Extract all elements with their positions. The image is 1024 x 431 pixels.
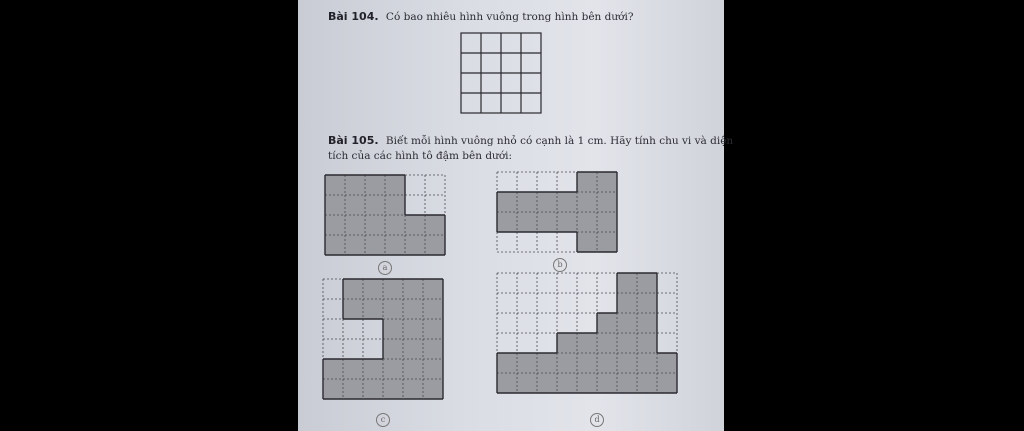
figure-a — [324, 174, 446, 258]
book-page — [298, 0, 734, 431]
figure-a-label: a — [378, 261, 392, 275]
exercise-105-number: Bài 105. — [328, 134, 379, 147]
figure-b — [496, 171, 620, 255]
exercise-104 — [328, 10, 633, 23]
figure-d-label: d — [590, 413, 604, 427]
figure-c — [322, 278, 444, 410]
exercise-104-question: Có bao nhiêu hình vuông trong hình bên dưới? — [385, 11, 634, 23]
exercise-105-question-line1: Biết mỗi hình vuông nhỏ có cạnh là 1 cm. Hãy tính chu vi và diện — [385, 135, 734, 147]
figure-b-label: b — [553, 258, 567, 272]
figure-c-label: c — [376, 413, 390, 427]
exercise-104-number: Bài 104. — [328, 10, 379, 23]
exercise-105 — [328, 134, 733, 147]
grid-4x4-figure — [460, 32, 542, 114]
figure-d — [496, 272, 680, 410]
exercise-105-question-line2: tích của các hình tô đậm bên dưới: — [328, 150, 513, 162]
